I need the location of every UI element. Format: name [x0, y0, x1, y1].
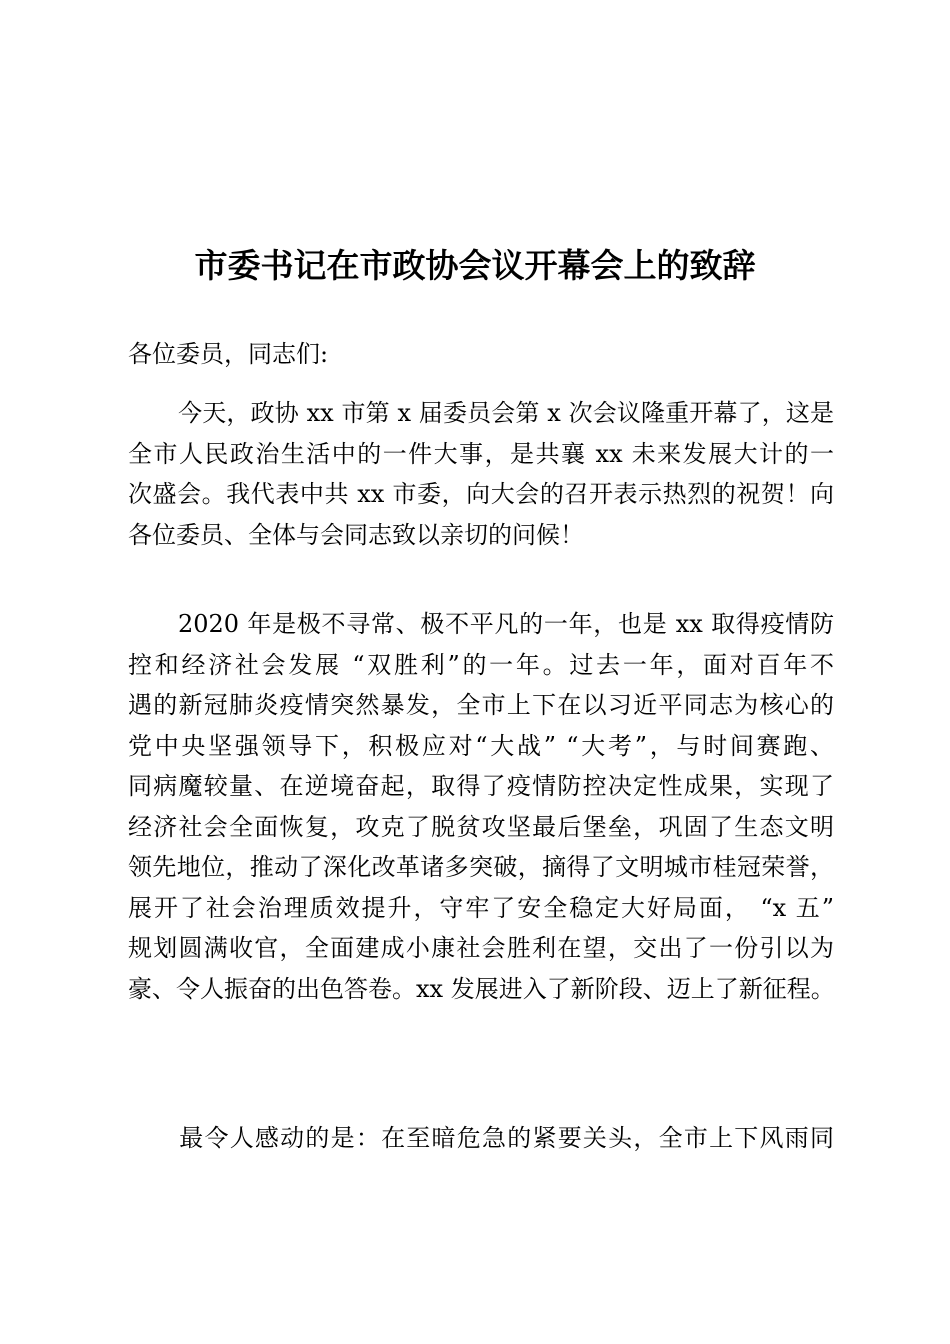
paragraph-line: 遇的新冠肺炎疫情突然暴发，全市上下在以习近平同志为核心的 [128, 691, 834, 719]
paragraph-touching [128, 1118, 834, 1159]
paragraph-line: 规划圆满收官，全面建成小康社会胜利在望，交出了一份引以为 [128, 934, 834, 962]
paragraph-line: 同病魔较量、在逆境奋起，取得了疫情防控决定性成果，实现了 [128, 772, 834, 800]
paragraph-line: 豪、令人振奋的出色答卷。xx 发展进入了新阶段、迈上了新征程。 [128, 974, 835, 1003]
document-title: 市委书记在市政协会议开幕会上的致辞 [194, 246, 756, 285]
paragraph-opening [128, 393, 834, 555]
paragraph-line: 各位委员、全体与会同志致以亲切的问候！ [128, 520, 584, 549]
paragraph-line: 全市人民政治生活中的一件大事，是共襄 xx 未来发展大计的一 [128, 439, 834, 468]
paragraph-line: 今天，政协 xx 市第 x 届委员会第 x 次会议隆重开幕了，这是 [178, 399, 834, 427]
paragraph-line: 控和经济社会发展 “双胜利”的一年。过去一年，面对百年不 [128, 650, 834, 679]
paragraph-line: 展开了社会治理质效提升，守牢了安全稳定大好局面， “x 五” [128, 893, 834, 922]
paragraph-line: 党中央坚强领导下，积极应对“大战” “大考”，与时间赛跑、 [128, 731, 834, 760]
paragraph-line: 次盛会。我代表中共 xx 市委，向大会的召开表示热烈的祝贺！向 [128, 480, 834, 508]
paragraph-line: 领先地位，推动了深化改革诸多突破，摘得了文明城市桂冠荣誉， [128, 853, 834, 881]
paragraph-line: 经济社会全面恢复，攻克了脱贫攻坚最后堡垒，巩固了生态文明 [128, 812, 834, 841]
paragraph-line: 2020 年是极不寻常、极不平凡的一年，也是 xx 取得疫情防 [178, 610, 834, 638]
paragraph-review [128, 604, 834, 1009]
salutation: 各位委员，同志们: [128, 340, 329, 368]
paragraph-line: 最令人感动的是：在至暗危急的紧要关头，全市上下风雨同 [178, 1124, 834, 1152]
